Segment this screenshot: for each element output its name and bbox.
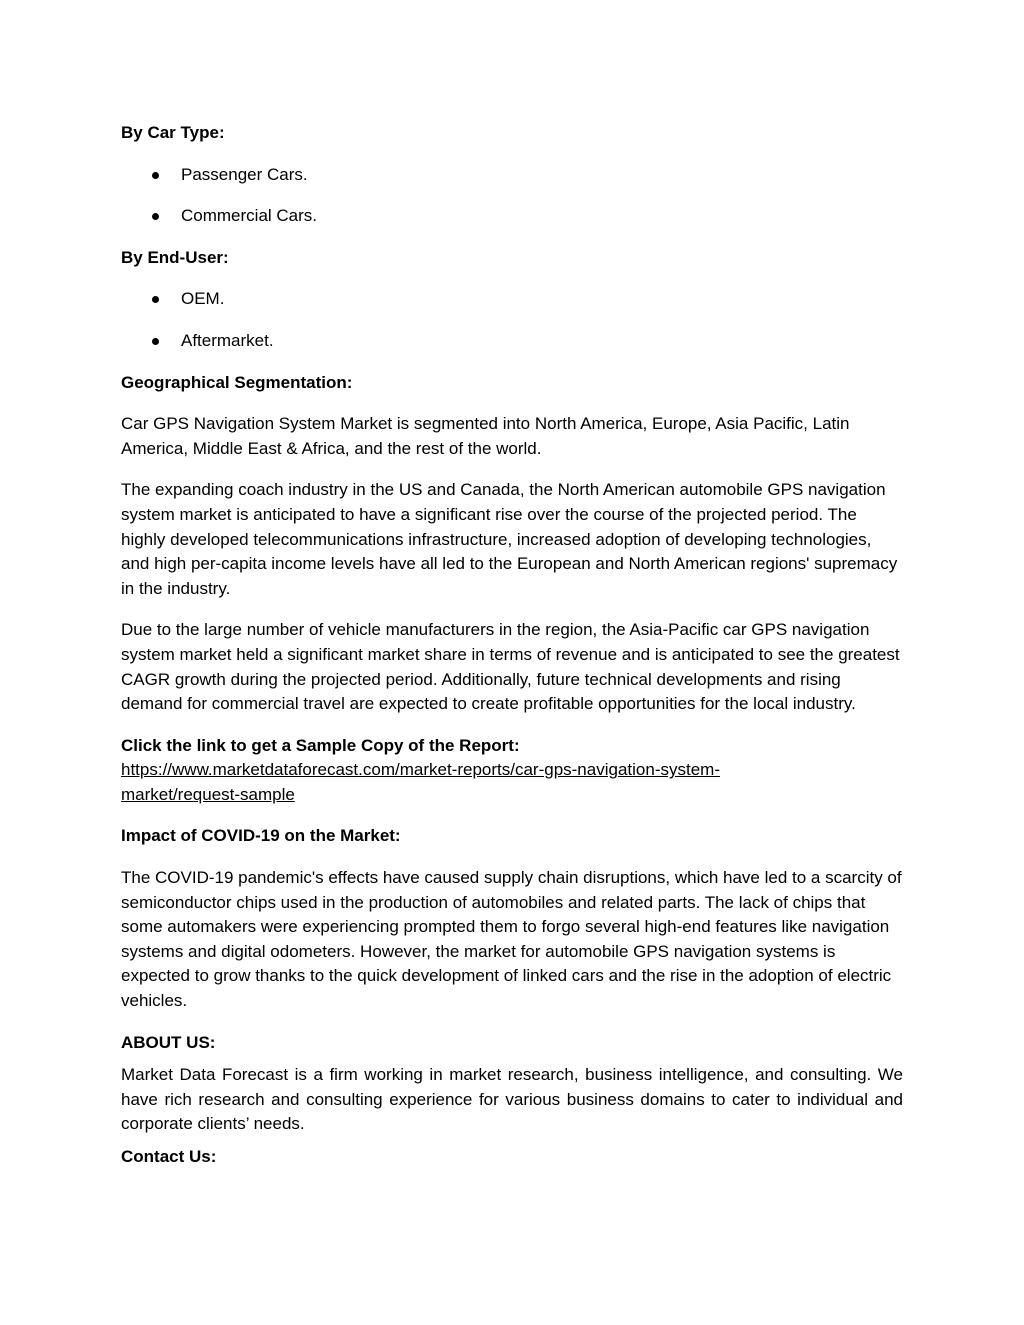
list-item	[121, 204, 903, 229]
list-item-text: OEM.	[181, 289, 225, 309]
car-type-list	[121, 163, 903, 229]
list-item-text: Aftermarket.	[181, 330, 274, 350]
geo-paragraph-1: Car GPS Navigation System Market is segmented into North America, Europe, Asia Pacific, Latin America, Middle East & Africa, and the rest of the world.	[121, 414, 850, 458]
list-item-text: Commercial Cars.	[181, 206, 318, 226]
heading-contact-us: Contact Us:	[121, 1147, 217, 1166]
heading-about-us: ABOUT US:	[121, 1032, 216, 1052]
list-item	[121, 163, 903, 188]
heading-by-end-user: By End-User:	[121, 247, 229, 267]
sample-copy-label: Click the link to get a Sample Copy of the Report:	[121, 735, 520, 755]
about-us-paragraph: Market Data Forecast is a firm working in market research, business intelligence, and consulting. We have rich research and consulting experience for various business domains to cater to individual and corporate clients’ needs.	[121, 1065, 903, 1134]
bullet-icon	[152, 338, 159, 345]
sample-link-line-2[interactable]: market/request-sample	[121, 784, 295, 804]
document-body	[121, 121, 903, 1170]
sample-link-line-1[interactable]: https://www.marketdataforecast.com/market-reports/car-gps-navigation-system-	[121, 760, 720, 780]
heading-by-car-type: By Car Type:	[121, 123, 225, 142]
bullet-icon	[152, 172, 159, 179]
geo-paragraph-2: The expanding coach industry in the US and Canada, the North American automobile GPS navigation system market is anticipated to have a significant rise over the course of the projected period. The highly developed telecommunications infrastructure, increased adoption of developing technologies, and high per-capita income levels have all led to the European and North American regions' supremacy in the industry.	[121, 480, 898, 598]
end-user-list	[121, 287, 903, 353]
list-item-text: Passenger Cars.	[181, 164, 308, 184]
covid-paragraph: The COVID-19 pandemic's effects have caused supply chain disruptions, which have led to a scarcity of semiconductor chips used in the production of automobiles and related parts. The lack of chips that some automakers were experiencing prompted them to forgo several high-end features like navigation systems and digital odometers. However, the market for automobile GPS navigation systems is expected to grow thanks to the quick development of linked cars and the rise in the adoption of electric vehicles.	[121, 868, 902, 1011]
sample-report-link[interactable]	[121, 758, 903, 807]
heading-covid-impact: Impact of COVID-19 on the Market:	[121, 826, 401, 846]
geo-paragraph-3: Due to the large number of vehicle manufacturers in the region, the Asia-Pacific car GPS navigation system market held a significant market share in terms of revenue and is anticipated to see the greatest CAGR growth during the projected period. Additionally, future technical developments and rising demand for commercial travel are expected to create profitable opportunities for the local industry.	[121, 620, 900, 714]
list-item	[121, 287, 903, 312]
bullet-icon	[152, 296, 159, 303]
list-item	[121, 329, 903, 354]
heading-geographical-segmentation: Geographical Segmentation:	[121, 372, 353, 392]
bullet-icon	[152, 213, 159, 220]
